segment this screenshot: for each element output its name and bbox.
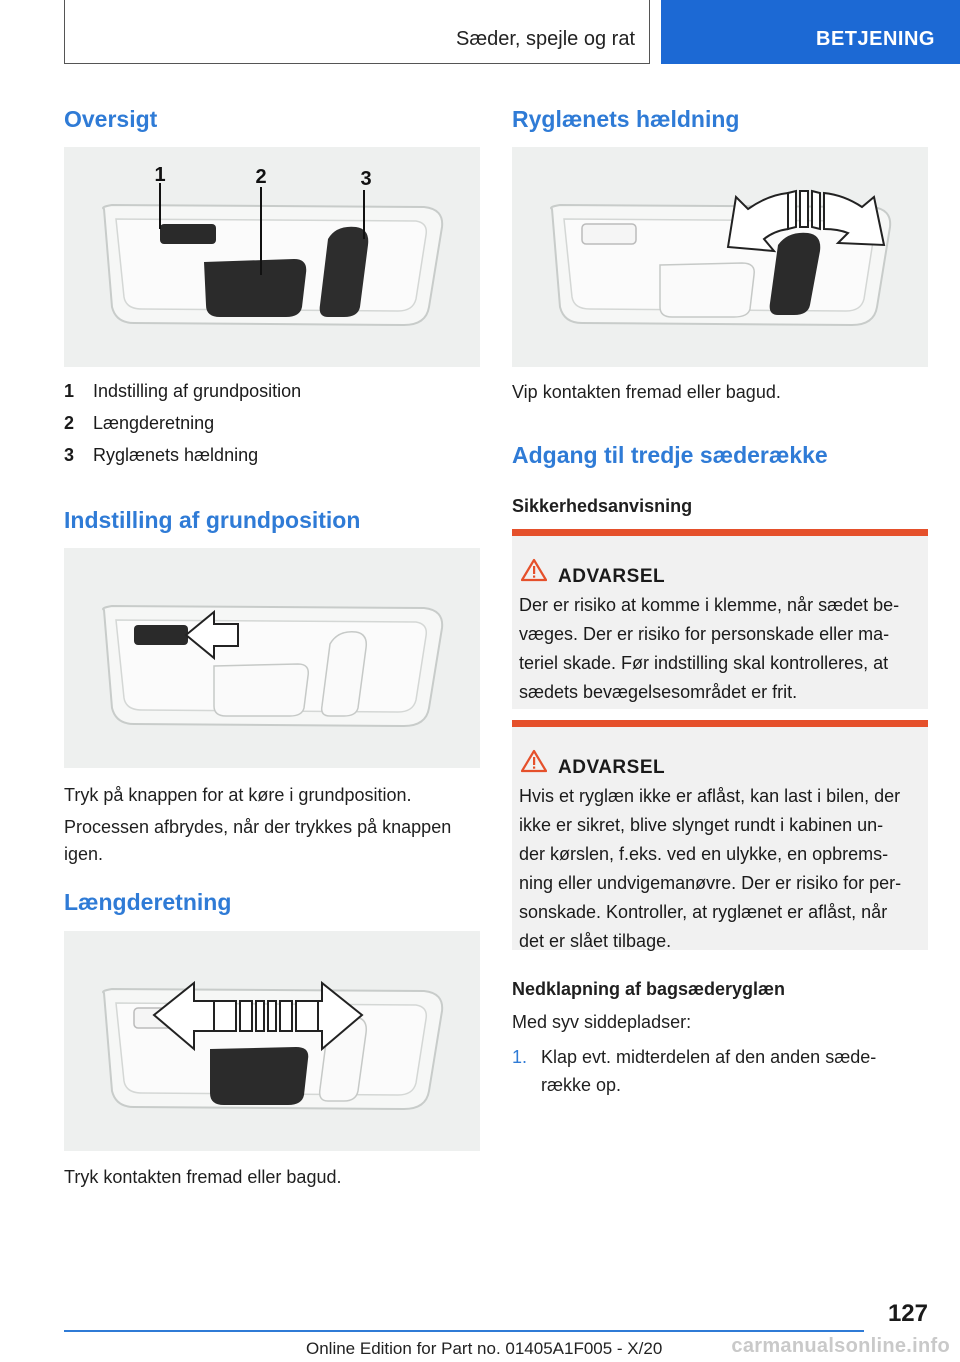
page-number: 127 bbox=[887, 1300, 928, 1327]
overview-figure bbox=[64, 147, 480, 367]
recline-figure bbox=[512, 147, 928, 367]
warning-body bbox=[519, 591, 922, 707]
longitudinal-title: Længderetning bbox=[64, 889, 232, 915]
warning-line: væges. Der er risiko for personskade eller ma- bbox=[519, 624, 890, 644]
basic-position-note-line-1: Processen afbrydes, når der trykkes på knappen bbox=[64, 817, 452, 837]
step-text-line-2: række op. bbox=[541, 1075, 622, 1095]
step-text-line-1: Klap evt. midterdelen af den anden sæde- bbox=[541, 1047, 877, 1067]
legend-text: Længderetning bbox=[93, 413, 215, 433]
warning-title: ADVARSEL bbox=[558, 757, 666, 778]
basic-position-instruction: Tryk på knappen for at køre i grundposition. bbox=[64, 785, 412, 805]
safety-heading: Sikkerhedsanvisning bbox=[512, 496, 693, 516]
watermark-logo: carmanualsonline.info bbox=[731, 1335, 950, 1357]
header-section-title: Sæder, spejle og rat bbox=[456, 28, 635, 50]
recline-title: Ryglænets hældning bbox=[512, 106, 740, 132]
longitudinal-figure bbox=[64, 931, 480, 1151]
warning-line: sædets bevægelsesområdet er frit. bbox=[519, 682, 798, 702]
fold-backrest-heading: Nedklapning af bagsæderyglæn bbox=[512, 979, 786, 999]
warning-line: det er slået tilbage. bbox=[519, 931, 672, 951]
legend-num: 2 bbox=[64, 413, 75, 433]
warning-title: ADVARSEL bbox=[558, 566, 666, 587]
recline-instruction: Vip kontakten fremad eller bagud. bbox=[512, 382, 781, 402]
overview-title: Oversigt bbox=[64, 106, 158, 132]
footer-divider bbox=[64, 1330, 864, 1332]
warning-box-2 bbox=[512, 720, 928, 950]
longitudinal-instruction: Tryk kontakten fremad eller bagud. bbox=[64, 1167, 342, 1187]
warning-line: teriel skade. Før indstilling skal kontrolleres, at bbox=[519, 653, 889, 673]
footer-edition: Online Edition for Part no. 01405A1F005 - X/20 bbox=[306, 1339, 663, 1358]
warning-line: Hvis et ryglæn ikke er aflåst, kan last i bilen, der bbox=[519, 786, 901, 806]
warning-box-1 bbox=[512, 529, 928, 709]
warning-line: Der er risiko at komme i klemme, når sædet be- bbox=[519, 595, 900, 615]
legend-num: 3 bbox=[64, 445, 75, 465]
fold-intro: Med syv siddepladser: bbox=[512, 1012, 692, 1032]
fig-label-1: 1 bbox=[154, 164, 166, 186]
fig-label-2: 2 bbox=[255, 166, 267, 188]
warning-triangle-icon bbox=[521, 558, 547, 587]
warning-line: sonskade. Kontroller, at ryglænet er aflåst, når bbox=[519, 902, 888, 922]
basic-position-title: Indstilling af grundposition bbox=[64, 507, 361, 533]
basic-position-note-line-2: igen. bbox=[64, 844, 104, 864]
step-number: 1. bbox=[512, 1047, 528, 1067]
warning-line: ikke er sikret, blive slynget rundt i kabinen un- bbox=[519, 815, 884, 835]
legend-text: Indstilling af grundposition bbox=[93, 381, 302, 401]
warning-body bbox=[519, 782, 922, 956]
warning-line: der kørslen, f.eks. ved en ulykke, en opbrems- bbox=[519, 844, 889, 864]
header-chapter-tab bbox=[661, 0, 960, 64]
warning-triangle-icon bbox=[521, 749, 547, 778]
warning-line: ning eller undvigemanøvre. Der er risiko for per- bbox=[519, 873, 902, 893]
legend-text: Ryglænets hældning bbox=[93, 445, 259, 465]
header-chapter-title: BETJENING bbox=[816, 28, 935, 50]
legend-num: 1 bbox=[64, 381, 75, 401]
fig-label-3: 3 bbox=[360, 168, 372, 190]
third-row-access-title: Adgang til tredje sæderække bbox=[512, 442, 828, 468]
header-section-box bbox=[64, 0, 650, 64]
basic-position-figure bbox=[64, 548, 480, 768]
